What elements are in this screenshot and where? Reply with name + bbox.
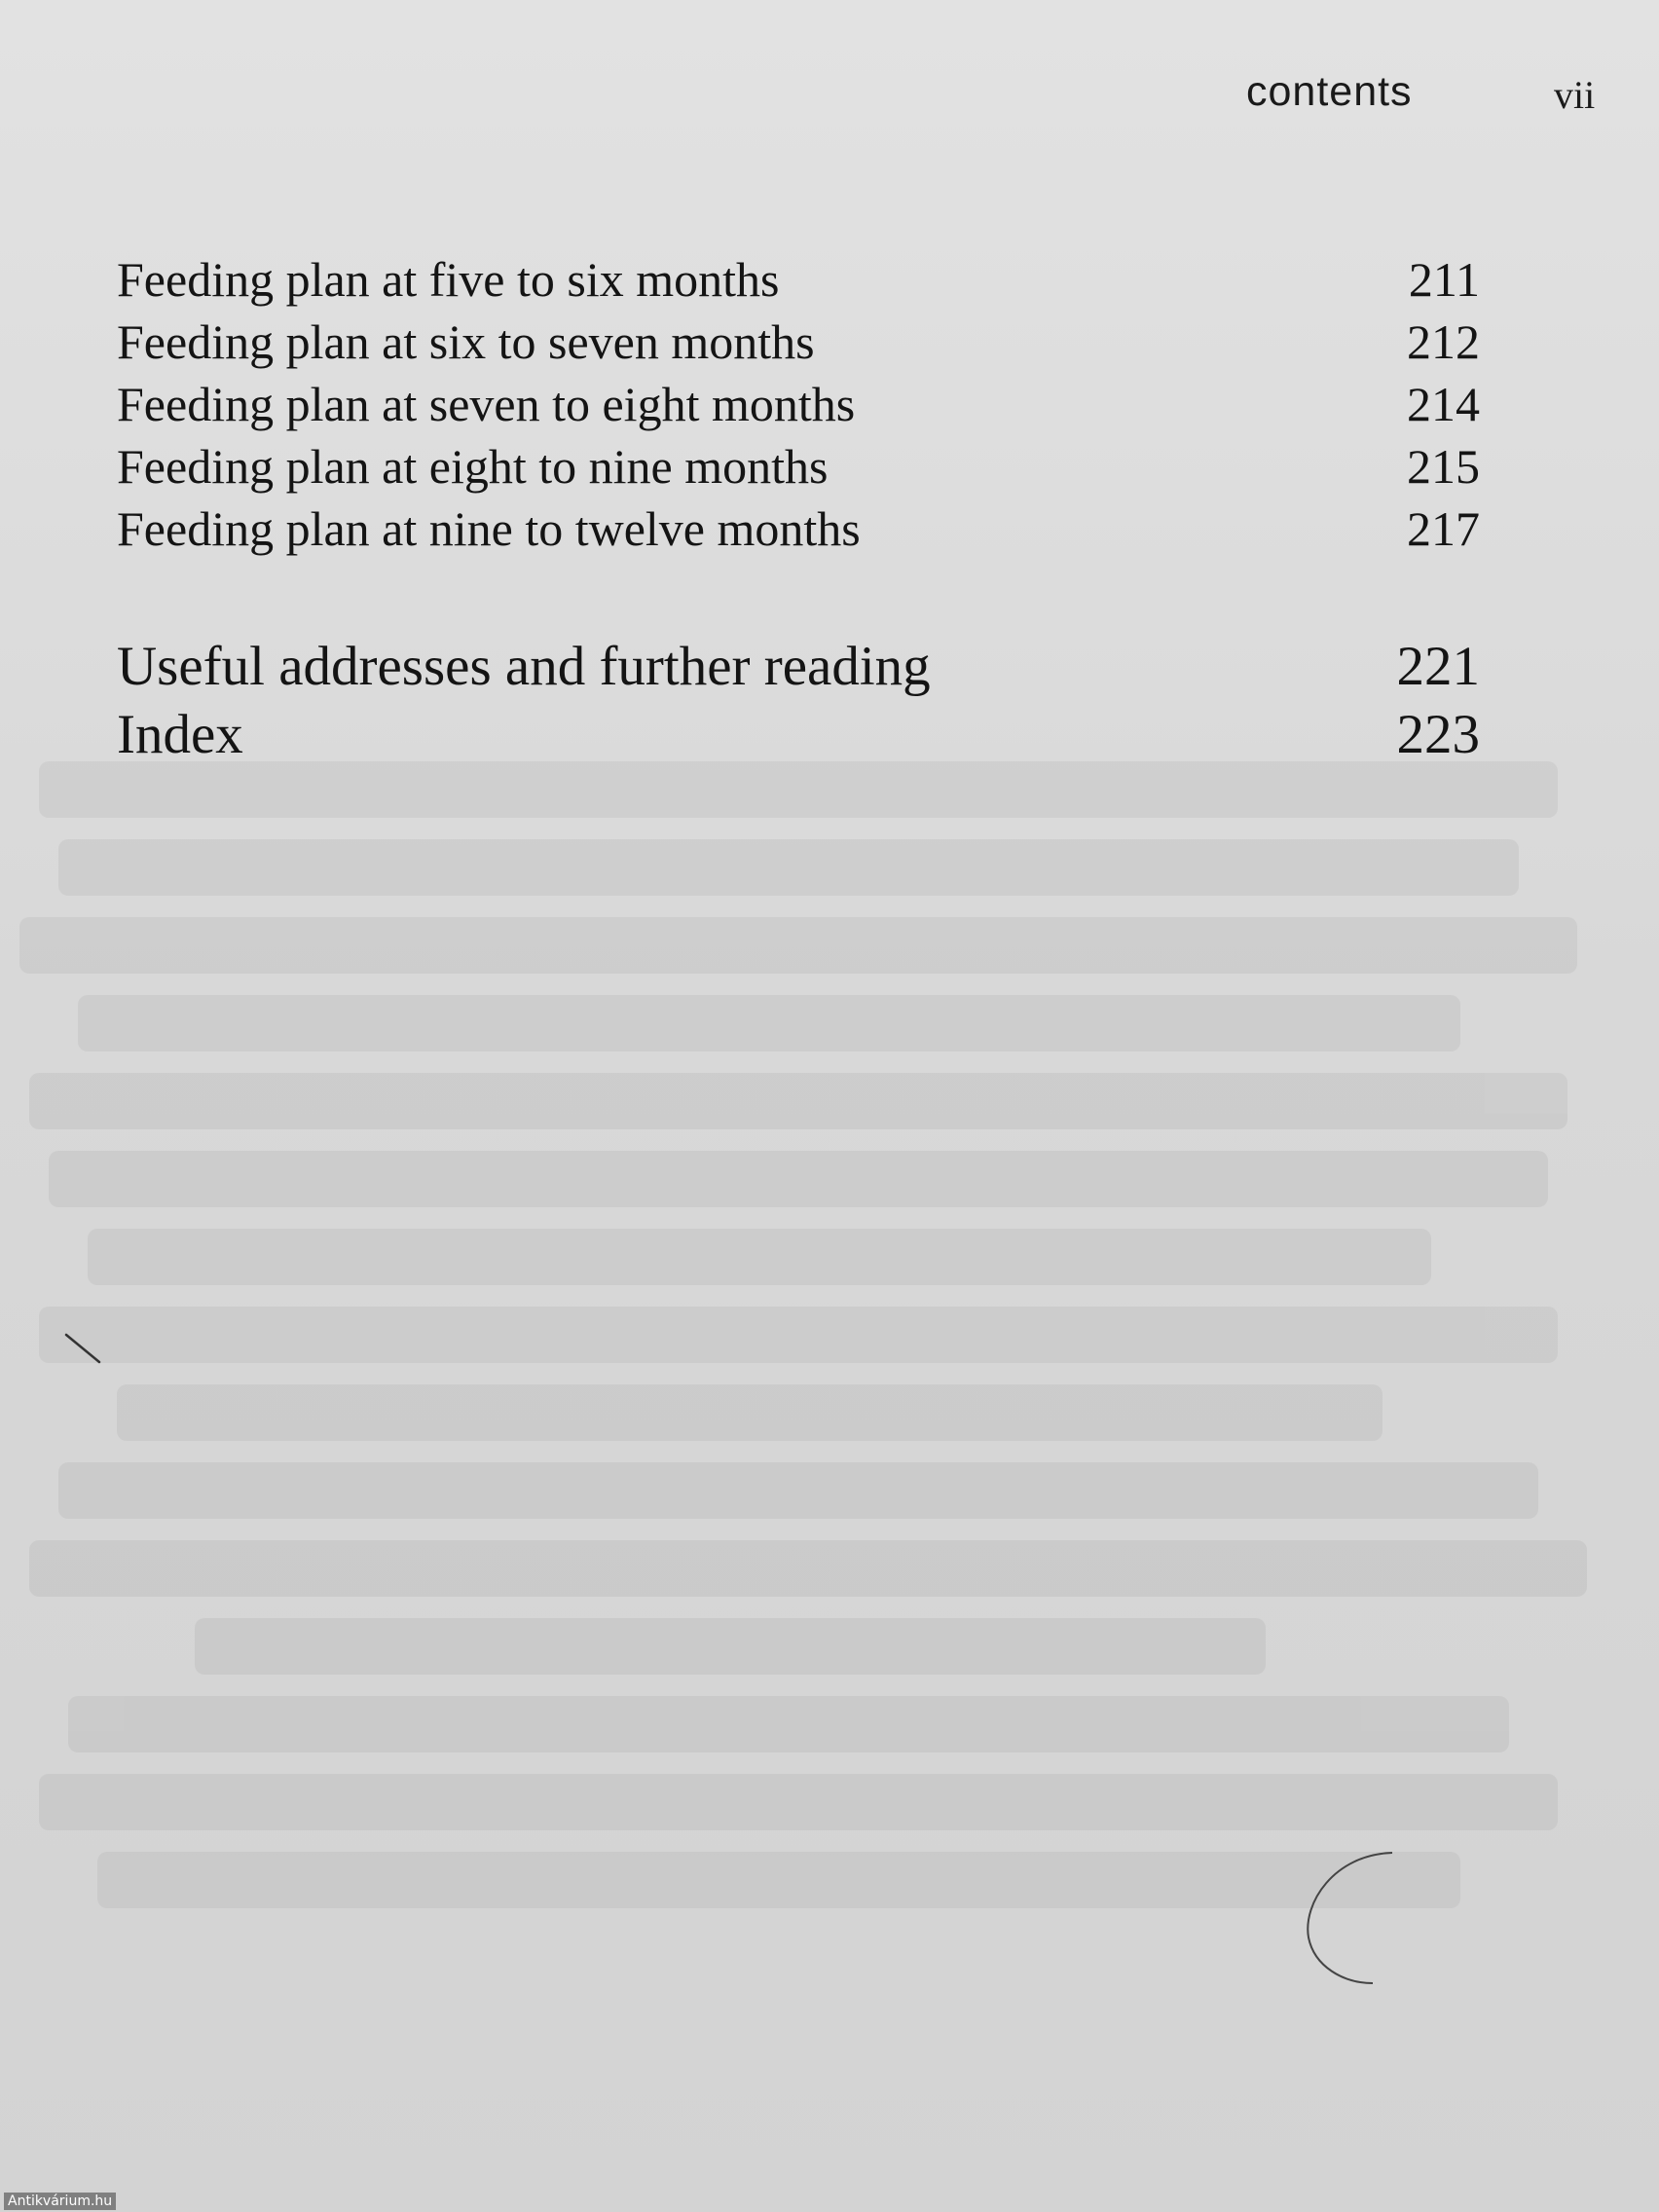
toc-entry-page: 212 <box>1407 314 1480 369</box>
toc-entry <box>117 373 1480 435</box>
toc-entry-title: Feeding plan at seven to eight months <box>117 377 856 431</box>
toc-entry-page: 215 <box>1407 439 1480 494</box>
toc-entry <box>117 633 1480 701</box>
running-head: contents <box>1246 68 1413 115</box>
toc-entry-page: 211 <box>1408 252 1480 307</box>
page-number: vii <box>1554 73 1596 117</box>
paper-scratch-mark <box>58 1329 107 1368</box>
toc-entry <box>117 248 1480 311</box>
toc-entry-title: Index <box>117 704 243 765</box>
toc-entry <box>117 701 1480 769</box>
toc-list-feeding-plans <box>117 248 1480 560</box>
paper-arc-mark <box>1295 1845 1412 1991</box>
toc-entry-page: 221 <box>1396 636 1480 697</box>
toc-entry-title: Useful addresses and further reading <box>117 636 931 697</box>
toc-entry-title: Feeding plan at nine to twelve months <box>117 501 861 556</box>
watermark: Antikvárium.hu <box>4 2193 116 2210</box>
toc-entry-title: Feeding plan at six to seven months <box>117 314 815 369</box>
toc-entry <box>117 311 1480 373</box>
toc-entry-page: 217 <box>1407 501 1480 556</box>
toc-entry-page: 214 <box>1407 377 1480 431</box>
toc-entry <box>117 498 1480 560</box>
toc-entry-title: Feeding plan at five to six months <box>117 252 780 307</box>
toc-entry-page: 223 <box>1396 704 1480 765</box>
toc-entry-title: Feeding plan at eight to nine months <box>117 439 829 494</box>
toc-list-back-matter <box>117 633 1480 769</box>
toc-entry <box>117 435 1480 498</box>
